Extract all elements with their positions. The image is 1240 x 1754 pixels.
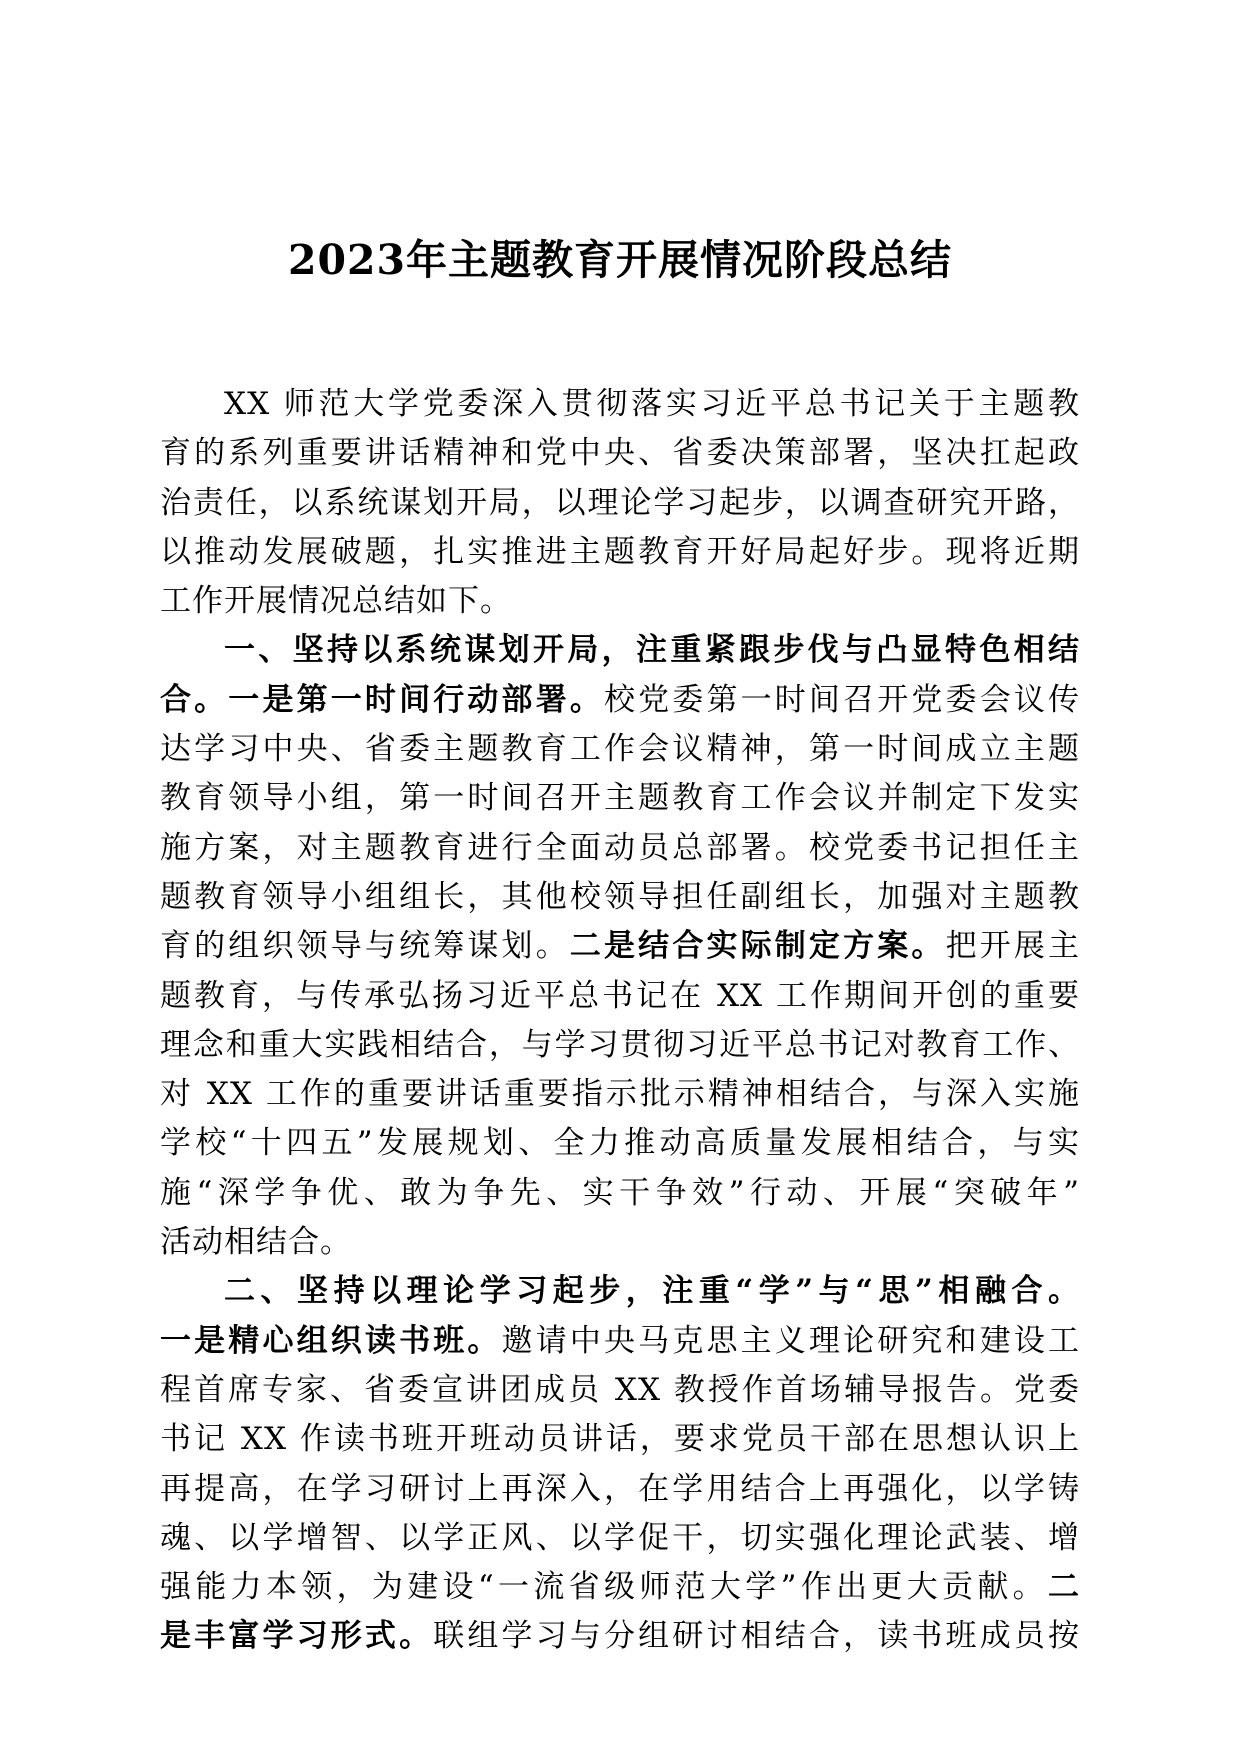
document-body xyxy=(160,380,1080,1662)
text-line xyxy=(160,1514,1080,1563)
text-line xyxy=(160,1415,1080,1464)
text-line xyxy=(160,479,1080,528)
text-line xyxy=(160,1169,1080,1218)
text-line xyxy=(160,1465,1080,1514)
text-line xyxy=(160,1317,1080,1366)
text-line xyxy=(160,1070,1080,1119)
text-segment: 把开展主 xyxy=(945,928,1081,965)
text-line xyxy=(160,1366,1080,1415)
text-segment: 学校“十四五”发展规划、全力推动高质量发展相结合，与实 xyxy=(160,1125,1080,1162)
text-segment: 魂、以学增智、以学正风、以学促干，切实强化理论武装、增 xyxy=(160,1519,1080,1556)
text-segment: 联组学习与分组研讨相结合，读书班成员按 xyxy=(433,1618,1081,1655)
text-line xyxy=(160,1563,1080,1612)
text-segment: XX 师范大学党委深入贯彻落实习近平总书记关于主题教 xyxy=(224,386,1080,422)
text-line xyxy=(160,972,1080,1021)
text-line xyxy=(160,824,1080,873)
text-line xyxy=(160,429,1080,478)
text-line xyxy=(160,626,1080,675)
bold-text-segment: 合。一是第一时间行动部署。 xyxy=(160,681,604,718)
text-segment: 程首席专家、省委宣讲团成员 XX 教授作首场辅导报告。党委 xyxy=(160,1371,1080,1408)
text-line xyxy=(160,1612,1080,1661)
text-segment: 工作开展情况总结如下。 xyxy=(160,583,512,620)
text-line xyxy=(160,1267,1080,1316)
text-segment: 施“深学争优、敢为争先、实干争效”行动、开展“突破年” xyxy=(160,1174,1080,1211)
text-line xyxy=(160,1218,1080,1267)
text-segment: 邀请中央马克思主义理论研究和建设工 xyxy=(501,1322,1081,1359)
text-line xyxy=(160,873,1080,922)
text-segment: 治责任，以系统谋划开局，以理论学习起步，以调查研究开路， xyxy=(160,484,1080,521)
text-segment: 活动相结合。 xyxy=(160,1224,352,1261)
bold-text-segment: 一、坚持以系统谋划开局，注重紧跟步伐与凸显特色相结 xyxy=(224,632,1080,669)
text-line xyxy=(160,380,1080,429)
text-line xyxy=(160,922,1080,971)
bold-text-segment: 二、坚持以理论学习起步，注重“学”与“思”相融合。 xyxy=(224,1273,1080,1310)
text-line xyxy=(160,1119,1080,1168)
text-segment: 题教育领导小组组长，其他校领导担任副组长，加强对主题教 xyxy=(160,878,1080,915)
text-segment: 达学习中央、省委主题教育工作会议精神，第一时间成立主题 xyxy=(160,731,1080,768)
document-title: 2023年主题教育开展情况阶段总结 xyxy=(287,236,953,284)
text-segment: 理念和重大实践相结合，与学习贯彻习近平总书记对教育工作、 xyxy=(160,1026,1080,1063)
text-line xyxy=(160,725,1080,774)
text-line xyxy=(160,1021,1080,1070)
text-line xyxy=(160,676,1080,725)
text-line xyxy=(160,774,1080,823)
text-segment: 题教育，与传承弘扬习近平总书记在 XX 工作期间开创的重要 xyxy=(160,977,1080,1014)
text-segment: 以推动发展破题，扎实推进主题教育开好局起好步。现将近期 xyxy=(160,533,1080,570)
bold-text-segment: 一是精心组织读书班。 xyxy=(160,1322,502,1359)
text-segment: 强能力本领，为建设“一流省级师范大学”作出更大贡献。 xyxy=(160,1569,1048,1606)
text-line xyxy=(160,577,1080,626)
text-segment: 再提高，在学习研讨上再深入，在学用结合上再强化，以学铸 xyxy=(160,1470,1080,1507)
text-line xyxy=(160,528,1080,577)
bold-text-segment: 是丰富学习形式。 xyxy=(160,1618,434,1655)
bold-text-segment: 二 xyxy=(1048,1569,1080,1606)
text-segment: 校党委第一时间召开党委会议传 xyxy=(604,681,1080,718)
text-segment: 施方案，对主题教育进行全面动员总部署。校党委书记担任主 xyxy=(160,829,1080,866)
text-segment: 育的系列重要讲话精神和党中央、省委决策部署，坚决扛起政 xyxy=(160,435,1080,472)
text-segment: 教育领导小组，第一时间召开主题教育工作会议并制定下发实 xyxy=(160,780,1080,817)
text-segment: 对 XX 工作的重要讲话重要指示批示精神相结合，与深入实施 xyxy=(160,1076,1080,1113)
bold-text-segment: 二是结合实际制定方案。 xyxy=(569,928,946,965)
text-segment: 书记 XX 作读书班开班动员讲话，要求党员干部在思想认识上 xyxy=(160,1421,1080,1458)
text-segment: 育的组织领导与统筹谋划。 xyxy=(160,928,570,965)
